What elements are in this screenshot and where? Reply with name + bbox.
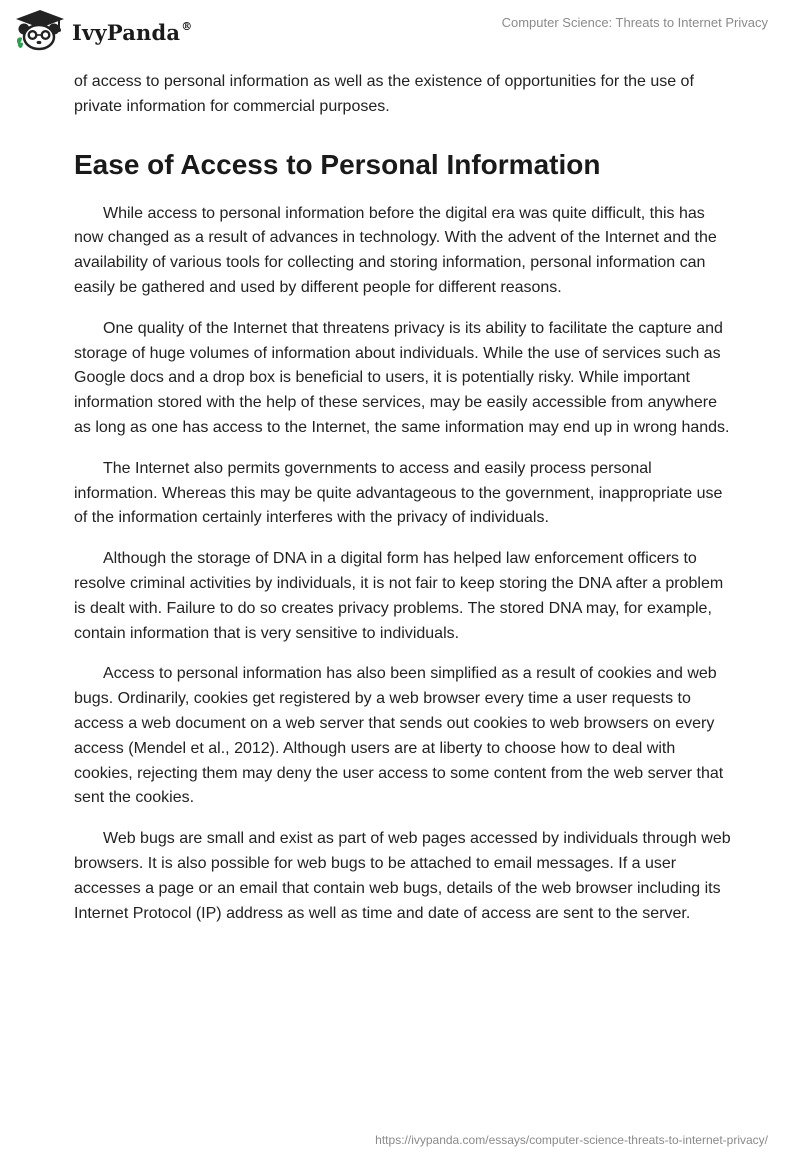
brand-registered-mark: ® xyxy=(181,19,193,33)
intro-fragment-paragraph: of access to personal information as well as the existence of opportunities for the use of private information for commercial purposes. xyxy=(74,73,694,115)
panda-graduate-logo-icon xyxy=(14,8,66,52)
document-title: Computer Science: Threats to Internet Privacy xyxy=(501,15,768,30)
body-paragraph: Access to personal information has also been simplified as a result of cookies and web bugs. Ordinarily, cookies get registered by a web browser every time a user requests to access a web document on a web server that sends out cookies to web browsers on every access (Mendel et al., 2012). Although users are at liberty to choose how to deal with cookies, rejecting them may deny the user access to some content from the web server that sent the cookies. xyxy=(74,665,724,807)
body-paragraph: While access to personal information before the digital era was quite difficult, this has now changed as a result of advances in technology. With the advent of the Internet and the availability of various tools for collecting and storing information, personal information can easily be gathered and used by different people for different reasons. xyxy=(74,204,717,296)
body-paragraph: One quality of the Internet that threatens privacy is its ability to facilitate the capture and storage of huge volumes of information about individuals. While the use of services such as Google docs and a drop box is beneficial to users, it is potentially risky. While important information stored with the help of these services, may be easily accessible from anywhere as long as one has access to the Internet, the same information may end up in wrong hands. xyxy=(74,319,730,436)
section-heading: Ease of Access to Personal Information xyxy=(74,148,601,180)
page-header xyxy=(0,0,800,70)
body-paragraph: Although the storage of DNA in a digital form has helped law enforcement officers to resolve criminal activities by individuals, it is not fair to keep storing the DNA after a problem is dealt with. Failure to do so creates privacy problems. The stored DNA may, for example, contain information that is very sensitive to individuals. xyxy=(74,550,724,642)
ivypanda-logo[interactable] xyxy=(14,8,192,52)
brand-name: IvyPanda® xyxy=(72,19,193,45)
body-paragraph: The Internet also permits governments to access and easily process personal information. Whereas this may be quite advantageous to the government, inappropriate use of the information certainly interferes with the privacy of individuals. xyxy=(74,459,723,527)
source-url-link[interactable]: https://ivypanda.com/essays/computer-science-threats-to-internet-privacy/ xyxy=(375,1133,768,1147)
body-paragraph: Web bugs are small and exist as part of web pages accessed by individuals through web browsers. It is also possible for web bugs to be attached to email messages. If a user accesses a page or an email that contain web bugs, details of the web browser including its Internet Protocol (IP) address as well as time and date of access are sent to the server. xyxy=(74,830,731,922)
essay-content xyxy=(74,70,734,942)
